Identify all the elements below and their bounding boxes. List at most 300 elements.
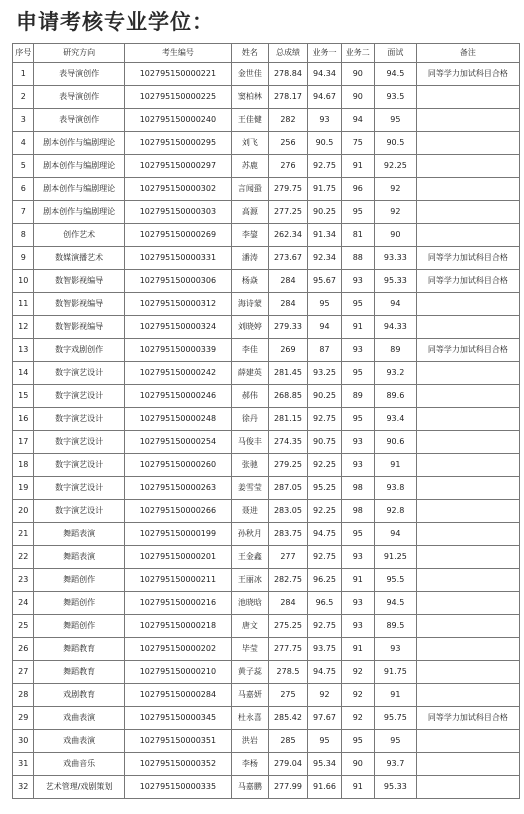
interview-score: 90.5 <box>374 132 416 155</box>
candidate-id: 102795150000351 <box>124 730 231 753</box>
interview-score: 94.33 <box>374 316 416 339</box>
total-score: 282.75 <box>268 569 308 592</box>
research-direction: 数智影视编导 <box>34 293 124 316</box>
row-index: 7 <box>13 201 34 224</box>
remark <box>416 661 519 684</box>
candidate-name: 毕莹 <box>232 638 269 661</box>
research-direction: 表导演创作 <box>34 86 124 109</box>
candidate-name: 窦柏林 <box>232 86 269 109</box>
candidate-id: 102795150000352 <box>124 753 231 776</box>
table-row <box>13 132 520 155</box>
subject-1-score: 95 <box>308 293 341 316</box>
subject-2-score: 91 <box>341 155 374 178</box>
row-index: 2 <box>13 86 34 109</box>
admission-table <box>12 43 520 799</box>
interview-score: 94.5 <box>374 63 416 86</box>
candidate-id: 102795150000331 <box>124 247 231 270</box>
table-row <box>13 86 520 109</box>
remark <box>416 293 519 316</box>
candidate-id: 102795150000269 <box>124 224 231 247</box>
subject-2-score: 93 <box>341 546 374 569</box>
candidate-id: 102795150000303 <box>124 201 231 224</box>
candidate-id: 102795150000335 <box>124 776 231 799</box>
table-row <box>13 615 520 638</box>
column-header-index: 序号 <box>13 44 34 63</box>
row-index: 6 <box>13 178 34 201</box>
candidate-id: 102795150000312 <box>124 293 231 316</box>
research-direction: 数媒演播艺术 <box>34 247 124 270</box>
row-index: 28 <box>13 684 34 707</box>
total-score: 284 <box>268 270 308 293</box>
subject-1-score: 90.5 <box>308 132 341 155</box>
total-score: 273.67 <box>268 247 308 270</box>
candidate-name: 张驰 <box>232 454 269 477</box>
subject-1-score: 92.34 <box>308 247 341 270</box>
interview-score: 92.8 <box>374 500 416 523</box>
candidate-id: 102795150000218 <box>124 615 231 638</box>
row-index: 4 <box>13 132 34 155</box>
remark: 同等学力加试科目合格 <box>416 270 519 293</box>
candidate-id: 102795150000202 <box>124 638 231 661</box>
subject-2-score: 90 <box>341 753 374 776</box>
subject-2-score: 88 <box>341 247 374 270</box>
subject-2-score: 93 <box>341 454 374 477</box>
subject-2-score: 90 <box>341 86 374 109</box>
research-direction: 数字演艺设计 <box>34 362 124 385</box>
candidate-id: 102795150000199 <box>124 523 231 546</box>
candidate-name: 杜永喜 <box>232 707 269 730</box>
research-direction: 表导演创作 <box>34 63 124 86</box>
subject-2-score: 96 <box>341 178 374 201</box>
interview-score: 93.7 <box>374 753 416 776</box>
total-score: 281.15 <box>268 408 308 431</box>
row-index: 24 <box>13 592 34 615</box>
interview-score: 93.5 <box>374 86 416 109</box>
subject-2-score: 95 <box>341 362 374 385</box>
candidate-name: 高源 <box>232 201 269 224</box>
candidate-id: 102795150000284 <box>124 684 231 707</box>
research-direction: 数字演艺设计 <box>34 385 124 408</box>
table-row <box>13 523 520 546</box>
candidate-name: 王丽冰 <box>232 569 269 592</box>
research-direction: 舞蹈表演 <box>34 523 124 546</box>
interview-score: 91.25 <box>374 546 416 569</box>
remark <box>416 362 519 385</box>
candidate-id: 102795150000339 <box>124 339 231 362</box>
candidate-name: 李佳 <box>232 339 269 362</box>
remark <box>416 500 519 523</box>
research-direction: 数字演艺设计 <box>34 500 124 523</box>
subject-1-score: 93.75 <box>308 638 341 661</box>
interview-score: 91.75 <box>374 661 416 684</box>
interview-score: 89.6 <box>374 385 416 408</box>
table-row <box>13 408 520 431</box>
row-index: 21 <box>13 523 34 546</box>
candidate-name: 苏鹿 <box>232 155 269 178</box>
remark <box>416 592 519 615</box>
remark <box>416 615 519 638</box>
research-direction: 剧本创作与编剧理论 <box>34 155 124 178</box>
candidate-name: 马嘉妍 <box>232 684 269 707</box>
subject-2-score: 95 <box>341 408 374 431</box>
subject-2-score: 91 <box>341 316 374 339</box>
subject-2-score: 90 <box>341 63 374 86</box>
remark <box>416 86 519 109</box>
subject-1-score: 95 <box>308 730 341 753</box>
row-index: 15 <box>13 385 34 408</box>
interview-score: 94.5 <box>374 592 416 615</box>
row-index: 16 <box>13 408 34 431</box>
subject-2-score: 93 <box>341 270 374 293</box>
research-direction: 戏曲音乐 <box>34 753 124 776</box>
subject-2-score: 98 <box>341 500 374 523</box>
remark: 同等学力加试科目合格 <box>416 707 519 730</box>
subject-1-score: 93 <box>308 109 341 132</box>
table-row <box>13 178 520 201</box>
table-row <box>13 109 520 132</box>
candidate-id: 102795150000248 <box>124 408 231 431</box>
row-index: 1 <box>13 63 34 86</box>
total-score: 269 <box>268 339 308 362</box>
total-score: 284 <box>268 293 308 316</box>
table-row <box>13 270 520 293</box>
subject-1-score: 95.67 <box>308 270 341 293</box>
candidate-name: 姜雪莹 <box>232 477 269 500</box>
candidate-id: 102795150000211 <box>124 569 231 592</box>
research-direction: 数字演艺设计 <box>34 431 124 454</box>
table-row <box>13 293 520 316</box>
subject-1-score: 95.34 <box>308 753 341 776</box>
subject-1-score: 92.75 <box>308 615 341 638</box>
total-score: 279.75 <box>268 178 308 201</box>
subject-1-score: 94 <box>308 316 341 339</box>
candidate-id: 102795150000302 <box>124 178 231 201</box>
subject-1-score: 94.75 <box>308 661 341 684</box>
subject-2-score: 92 <box>341 661 374 684</box>
subject-2-score: 91 <box>341 776 374 799</box>
subject-1-score: 90.75 <box>308 431 341 454</box>
total-score: 262.34 <box>268 224 308 247</box>
subject-2-score: 95 <box>341 201 374 224</box>
research-direction: 舞蹈表演 <box>34 546 124 569</box>
research-direction: 数字戏剧创作 <box>34 339 124 362</box>
candidate-name: 王金鑫 <box>232 546 269 569</box>
total-score: 277.75 <box>268 638 308 661</box>
total-score: 256 <box>268 132 308 155</box>
interview-score: 92 <box>374 178 416 201</box>
research-direction: 数智影视编导 <box>34 316 124 339</box>
candidate-name: 刘晓婷 <box>232 316 269 339</box>
interview-score: 91 <box>374 454 416 477</box>
candidate-name: 言闻蛩 <box>232 178 269 201</box>
subject-1-score: 91.75 <box>308 178 341 201</box>
candidate-id: 102795150000266 <box>124 500 231 523</box>
interview-score: 95.33 <box>374 270 416 293</box>
subject-1-score: 92.75 <box>308 155 341 178</box>
remark <box>416 431 519 454</box>
subject-1-score: 91.34 <box>308 224 341 247</box>
row-index: 29 <box>13 707 34 730</box>
remark <box>416 201 519 224</box>
table-row <box>13 730 520 753</box>
candidate-id: 102795150000210 <box>124 661 231 684</box>
table-row <box>13 339 520 362</box>
research-direction: 舞蹈教育 <box>34 638 124 661</box>
interview-score: 93.33 <box>374 247 416 270</box>
total-score: 285.42 <box>268 707 308 730</box>
subject-2-score: 92 <box>341 684 374 707</box>
total-score: 277.25 <box>268 201 308 224</box>
table-row <box>13 753 520 776</box>
candidate-id: 102795150000216 <box>124 592 231 615</box>
total-score: 282 <box>268 109 308 132</box>
candidate-id: 102795150000201 <box>124 546 231 569</box>
row-index: 12 <box>13 316 34 339</box>
candidate-name: 海诗蒙 <box>232 293 269 316</box>
total-score: 278.84 <box>268 63 308 86</box>
subject-2-score: 93 <box>341 615 374 638</box>
remark <box>416 316 519 339</box>
subject-1-score: 92.75 <box>308 546 341 569</box>
interview-score: 89 <box>374 339 416 362</box>
table-row <box>13 707 520 730</box>
candidate-name: 黄子蕊 <box>232 661 269 684</box>
row-index: 8 <box>13 224 34 247</box>
total-score: 281.45 <box>268 362 308 385</box>
candidate-name: 潘涛 <box>232 247 269 270</box>
remark <box>416 776 519 799</box>
interview-score: 95.5 <box>374 569 416 592</box>
research-direction: 剧本创作与编剧理论 <box>34 201 124 224</box>
row-index: 9 <box>13 247 34 270</box>
candidate-name: 徐丹 <box>232 408 269 431</box>
candidate-name: 唐文 <box>232 615 269 638</box>
remark <box>416 523 519 546</box>
column-header-interview: 面试 <box>374 44 416 63</box>
interview-score: 93.8 <box>374 477 416 500</box>
subject-1-score: 94.67 <box>308 86 341 109</box>
candidate-name: 池晓晗 <box>232 592 269 615</box>
column-header-direction: 研究方向 <box>34 44 124 63</box>
candidate-id: 102795150000254 <box>124 431 231 454</box>
column-header-subject-2: 业务二 <box>341 44 374 63</box>
remark <box>416 638 519 661</box>
table-row <box>13 362 520 385</box>
total-score: 277.99 <box>268 776 308 799</box>
remark: 同等学力加试科目合格 <box>416 63 519 86</box>
row-index: 25 <box>13 615 34 638</box>
candidate-id: 102795150000295 <box>124 132 231 155</box>
table-row <box>13 546 520 569</box>
table-row <box>13 454 520 477</box>
research-direction: 舞蹈创作 <box>34 592 124 615</box>
remark <box>416 109 519 132</box>
subject-2-score: 81 <box>341 224 374 247</box>
total-score: 279.04 <box>268 753 308 776</box>
research-direction: 剧本创作与编剧理论 <box>34 178 124 201</box>
candidate-id: 102795150000324 <box>124 316 231 339</box>
research-direction: 戏曲表演 <box>34 730 124 753</box>
remark <box>416 569 519 592</box>
row-index: 5 <box>13 155 34 178</box>
row-index: 30 <box>13 730 34 753</box>
column-header-name: 姓名 <box>232 44 269 63</box>
total-score: 278.5 <box>268 661 308 684</box>
table-row <box>13 201 520 224</box>
subject-2-score: 94 <box>341 109 374 132</box>
subject-1-score: 97.67 <box>308 707 341 730</box>
subject-1-score: 87 <box>308 339 341 362</box>
total-score: 268.85 <box>268 385 308 408</box>
subject-2-score: 91 <box>341 638 374 661</box>
remark <box>416 408 519 431</box>
interview-score: 94 <box>374 523 416 546</box>
candidate-id: 102795150000221 <box>124 63 231 86</box>
interview-score: 90 <box>374 224 416 247</box>
remark <box>416 224 519 247</box>
subject-1-score: 93.25 <box>308 362 341 385</box>
candidate-id: 102795150000240 <box>124 109 231 132</box>
table-row <box>13 316 520 339</box>
subject-1-score: 94.75 <box>308 523 341 546</box>
subject-1-score: 94.34 <box>308 63 341 86</box>
subject-2-score: 98 <box>341 477 374 500</box>
candidate-name: 李鋆 <box>232 224 269 247</box>
interview-score: 90.6 <box>374 431 416 454</box>
table-row <box>13 500 520 523</box>
row-index: 32 <box>13 776 34 799</box>
table-row <box>13 638 520 661</box>
total-score: 279.25 <box>268 454 308 477</box>
total-score: 277 <box>268 546 308 569</box>
subject-1-score: 90.25 <box>308 385 341 408</box>
subject-1-score: 90.25 <box>308 201 341 224</box>
row-index: 13 <box>13 339 34 362</box>
subject-1-score: 92.25 <box>308 454 341 477</box>
interview-score: 95 <box>374 730 416 753</box>
table-row <box>13 661 520 684</box>
column-header-candidate-id: 考生编号 <box>124 44 231 63</box>
interview-score: 95 <box>374 109 416 132</box>
column-header-remark: 备注 <box>416 44 519 63</box>
interview-score: 92 <box>374 201 416 224</box>
remark <box>416 546 519 569</box>
row-index: 31 <box>13 753 34 776</box>
row-index: 10 <box>13 270 34 293</box>
remark: 同等学力加试科目合格 <box>416 247 519 270</box>
research-direction: 表导演创作 <box>34 109 124 132</box>
subject-2-score: 92 <box>341 707 374 730</box>
candidate-id: 102795150000263 <box>124 477 231 500</box>
research-direction: 戏剧教育 <box>34 684 124 707</box>
page-title: 申请考核专业学位： <box>16 10 214 34</box>
candidate-name: 杨焱 <box>232 270 269 293</box>
table-row <box>13 684 520 707</box>
remark <box>416 454 519 477</box>
candidate-id: 102795150000246 <box>124 385 231 408</box>
research-direction: 艺术管理/戏剧策划 <box>34 776 124 799</box>
candidate-name: 洪岩 <box>232 730 269 753</box>
subject-2-score: 93 <box>341 339 374 362</box>
table-header-row <box>13 44 520 63</box>
total-score: 278.17 <box>268 86 308 109</box>
interview-score: 95.33 <box>374 776 416 799</box>
row-index: 22 <box>13 546 34 569</box>
table-row <box>13 592 520 615</box>
subject-1-score: 92 <box>308 684 341 707</box>
row-index: 17 <box>13 431 34 454</box>
row-index: 20 <box>13 500 34 523</box>
remark <box>416 178 519 201</box>
subject-1-score: 95.25 <box>308 477 341 500</box>
table-row <box>13 247 520 270</box>
candidate-id: 102795150000345 <box>124 707 231 730</box>
interview-score: 94 <box>374 293 416 316</box>
candidate-id: 102795150000260 <box>124 454 231 477</box>
candidate-name: 刘飞 <box>232 132 269 155</box>
candidate-name: 薛建英 <box>232 362 269 385</box>
research-direction: 戏曲表演 <box>34 707 124 730</box>
subject-1-score: 92.75 <box>308 408 341 431</box>
row-index: 23 <box>13 569 34 592</box>
total-score: 285 <box>268 730 308 753</box>
total-score: 283.75 <box>268 523 308 546</box>
interview-score: 93.4 <box>374 408 416 431</box>
row-index: 19 <box>13 477 34 500</box>
remark <box>416 753 519 776</box>
interview-score: 92.25 <box>374 155 416 178</box>
candidate-name: 金世佳 <box>232 63 269 86</box>
total-score: 275.25 <box>268 615 308 638</box>
total-score: 274.35 <box>268 431 308 454</box>
candidate-name: 聂进 <box>232 500 269 523</box>
total-score: 283.05 <box>268 500 308 523</box>
table-row <box>13 569 520 592</box>
candidate-name: 孙秋月 <box>232 523 269 546</box>
table-row <box>13 224 520 247</box>
table-row <box>13 477 520 500</box>
candidate-id: 102795150000225 <box>124 86 231 109</box>
total-score: 284 <box>268 592 308 615</box>
total-score: 287.05 <box>268 477 308 500</box>
interview-score: 95.75 <box>374 707 416 730</box>
subject-1-score: 92.25 <box>308 500 341 523</box>
interview-score: 93.2 <box>374 362 416 385</box>
table-row <box>13 155 520 178</box>
research-direction: 舞蹈创作 <box>34 569 124 592</box>
candidate-name: 李杨 <box>232 753 269 776</box>
subject-1-score: 91.66 <box>308 776 341 799</box>
subject-2-score: 75 <box>341 132 374 155</box>
research-direction: 数字演艺设计 <box>34 454 124 477</box>
subject-1-score: 96.25 <box>308 569 341 592</box>
table-row <box>13 431 520 454</box>
research-direction: 数智影视编导 <box>34 270 124 293</box>
column-header-total: 总成绩 <box>268 44 308 63</box>
interview-score: 89.5 <box>374 615 416 638</box>
candidate-id: 102795150000306 <box>124 270 231 293</box>
interview-score: 93 <box>374 638 416 661</box>
candidate-name: 马俊丰 <box>232 431 269 454</box>
table-row <box>13 63 520 86</box>
table-row <box>13 385 520 408</box>
row-index: 27 <box>13 661 34 684</box>
subject-2-score: 93 <box>341 431 374 454</box>
research-direction: 舞蹈创作 <box>34 615 124 638</box>
candidate-name: 郝伟 <box>232 385 269 408</box>
candidate-name: 王佳健 <box>232 109 269 132</box>
subject-2-score: 91 <box>341 569 374 592</box>
